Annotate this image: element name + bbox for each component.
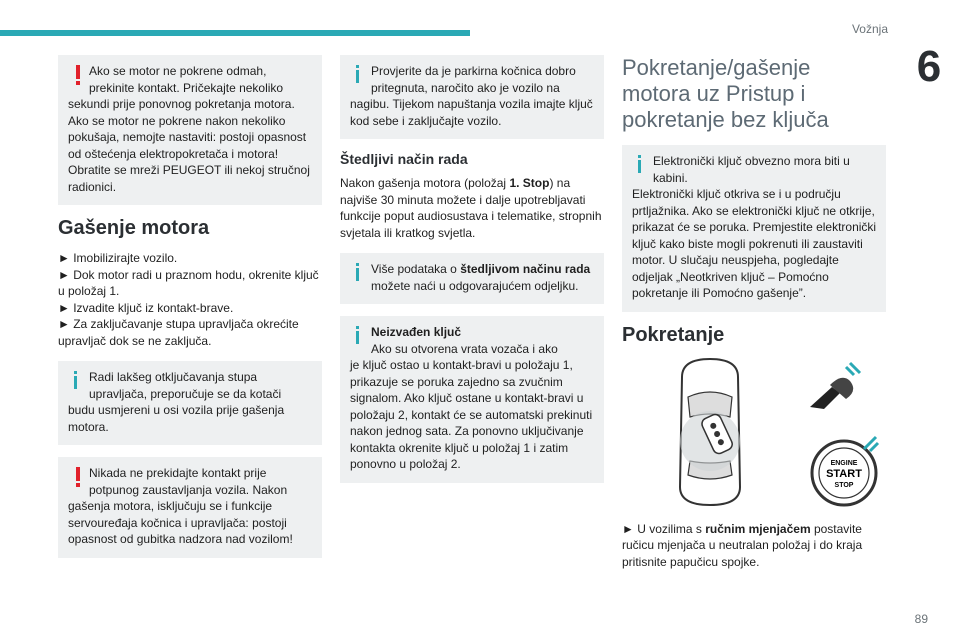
warning-box-engine-not-starting: Ako se motor ne pokrene odmah, prekinite kontakt. Pričekajte nekoliko sekundi prije ponovnog pokretanja motora. Ako se motor ne pokrene nakon nekoliko pokušaja, nemojte nastaviti: postoji opasnost od oštećenja elektropokretača i motora! Obratite se mreži PEUGEOT ili nekoj stručnoj radionici. xyxy=(58,55,322,205)
info-icon xyxy=(352,326,362,348)
step-line: ► Imobilizirajte vozilo. xyxy=(58,251,178,265)
heading-keyless-start: Pokretanje/gašenje motora uz Pristup i pokretanje bez ključa xyxy=(622,55,829,132)
warning-box-ignition-off: Nikada ne prekidajte kontakt prije potpunog zaustavljanja vozila. Nakon gašenja motora, isključuju se i funkcije servouređaja kočnica i upravljača: postoji opasnost od gubitka nadzora nad vozilom! xyxy=(58,457,322,558)
info-box-key-left: Neizvađen ključ Ako su otvorena vrata vozača i ako je ključ ostao u kontakt-bravi u položaju 1, prikazuje se poruka zajedno sa zvučnim signalom. Ako ključ ostane u kontakt-bravi u položaju 2, kontakt će se automatski prekinuti nakon jednog sata. Za ponovno uključivanje kontakta okrenite ključ u položaj 1 i zatim ponovno u položaj 2. xyxy=(340,316,604,483)
economy-mode-paragraph: Nakon gašenja motora (položaj 1. Stop) na najviše 30 minuta možete i dalje upotrebljavati funkcije poput audiosustava i telematike, stropnih svjetala ili kratkog svjetla. xyxy=(340,176,602,240)
info-box-economy-more: Više podataka o štedljivom načinu rada možete naći u odgovarajućem odjeljku. xyxy=(340,253,604,304)
column-1 xyxy=(58,55,322,570)
warning-icon xyxy=(73,63,83,85)
warning-icon xyxy=(73,465,83,487)
button-label-stop: STOP xyxy=(834,481,854,489)
info-icon xyxy=(352,263,362,285)
column-3 xyxy=(622,55,886,582)
foot-pedal-icon xyxy=(810,363,860,409)
info-box-steering-unlock: Radi lakšeg otključavanja stupa upravljača, preporučuje se da kotači budu usmjereni u osi vozila prije gašenja motora. xyxy=(58,361,322,445)
chapter-number: 6 xyxy=(916,42,942,91)
header-accent-bar xyxy=(0,30,470,36)
engine-off-steps xyxy=(58,250,322,349)
starting-step: ► U vozilima s ručnim mjenjačem postavite ručicu mjenjača u neutralan položaj i do kraja pritisnite papučicu spojke. xyxy=(622,521,863,569)
button-label-engine: ENGINE xyxy=(830,459,858,467)
illustration-svg xyxy=(622,357,886,507)
info-box-electronic-key: Elektronički ključ obvezno mora biti u kabini. Elektronički ključ otkriva se i u području prtljažnika. Ako se elektronički ključ ne otkrije, prikazat će se poruka. Premjestite elektronički ključ kako biste mogli pokrenuti ili zaustaviti motor. U slučaju neuspjeha, pogledajte odjeljak „Neotkriven ključ – Pomoćno pokretanje ili Pomoćno gašenje”. xyxy=(622,145,886,312)
info-icon xyxy=(634,155,644,177)
heading-starting: Pokretanje xyxy=(622,323,725,346)
step-line: ► Za zaključavanje stupa upravljača okrećite upravljač dok se ne zaključa. xyxy=(58,317,299,348)
heading-economy-mode: Štedljivi način rada xyxy=(340,151,468,167)
info-icon xyxy=(352,65,362,87)
start-stop-button-icon xyxy=(812,437,878,505)
page-number: 89 xyxy=(914,612,928,626)
section-title: Vožnja xyxy=(851,22,888,36)
step-line: ► Dok motor radi u praznom hodu, okrenite ključ u položaj 1. xyxy=(58,267,319,298)
info-box-parking-brake: Provjerite da je parkirna kočnica dobro pritegnuta, naročito ako je vozilo na nagibu. Tijekom napuštanja vozila imajte ključ kod sebe i zaključajte vozilo. xyxy=(340,55,604,139)
start-illustration xyxy=(622,357,886,507)
step-line: ► Izvadite ključ iz kontakt-brave. xyxy=(58,300,234,315)
button-label-start: START xyxy=(826,467,862,480)
column-2 xyxy=(340,55,604,495)
heading-engine-off: Gašenje motora xyxy=(58,217,210,239)
info-icon xyxy=(70,371,80,393)
